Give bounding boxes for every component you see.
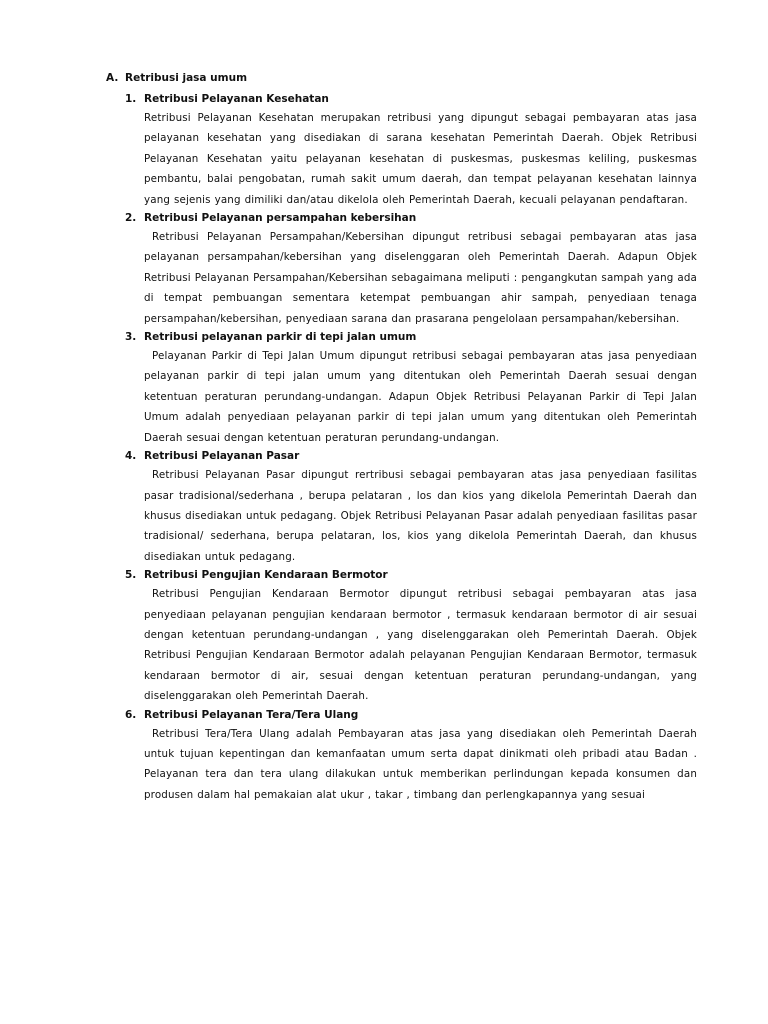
list-item — [125, 210, 697, 329]
list-item — [125, 567, 697, 706]
item-body: Retribusi Tera/Tera Ulang adalah Pembayaran atas jasa yang disediakan oleh Pemerintah Daerah untuk tujuan kepentingan dan kemanfaatan umum serta dapat dinikmati oleh pribadi atau Badan . Pelayanan tera dan tera ulang dilakukan untuk memberikan perlindungan kepada konsumen dan produsen dalam hal pemakaian alat ukur , takar , timbang dan perlengkapannya yang sesuai — [144, 727, 697, 801]
list-item — [125, 329, 697, 448]
item-title-text: Retribusi Pelayanan Kesehatan — [144, 93, 329, 105]
item-title — [125, 329, 697, 346]
item-title-text: Retribusi Pengujian Kendaraan Bermotor — [144, 569, 388, 582]
item-number: 5. — [125, 569, 137, 582]
item-body: Retribusi Pengujian Kendaraan Bermotor dipungut retribusi sebagai pembayaran atas jasa penyediaan pelayanan pengujian kendaraan bermotor , termasuk kendaraan bermotor di air sesuai dengan ketentuan perundang-undangan , yang diselenggarakan oleh Pemerintah Daerah. Objek Retribusi Pengujian Kendaraan Bermotor adalah pelayanan Pengujian Kendaraan Bermotor, termasuk kendaraan bermotor di air, sesuai dengan ketentuan peraturan perundang-undangan, yang diselenggarakan oleh Pemerintah Daerah. — [144, 588, 697, 703]
item-list — [125, 91, 697, 805]
item-title — [125, 448, 697, 465]
list-item — [125, 91, 697, 210]
section-letter: A. — [106, 72, 119, 84]
item-title-text: Retribusi Pelayanan Tera/Tera Ulang — [144, 708, 359, 721]
section-title: Retribusi jasa umum — [125, 72, 248, 84]
item-title-text: Retribusi Pelayanan persampahan kebersihan — [144, 212, 417, 225]
item-title-text: Retribusi pelayanan parkir di tepi jalan umum — [144, 331, 417, 344]
item-title-text: Retribusi Pelayanan Pasar — [144, 450, 300, 463]
item-number: 6. — [125, 708, 137, 721]
item-title — [125, 91, 697, 108]
item-number: 4. — [125, 450, 137, 463]
item-number: 1. — [125, 93, 137, 105]
item-number: 3. — [125, 331, 137, 344]
item-title — [125, 707, 697, 724]
item-number: 2. — [125, 212, 137, 225]
item-body: Pelayanan Parkir di Tepi Jalan Umum dipungut retribusi sebagai pembayaran atas jasa penyediaan pelayanan parkir di tepi jalan umum yang ditentukan oleh Pemerintah Daerah sesuai dengan ketentuan peraturan perundang-undangan. Adapun Objek Retribusi Pelayanan Parkir di Tepi Jalan Umum adalah penyediaan pelayanan parkir di tepi jalan umum yang ditentukan oleh Pemerintah Daerah sesuai dengan ketentuan peraturan perundang-undangan. — [144, 350, 697, 444]
list-item — [125, 448, 697, 567]
item-title — [125, 567, 697, 584]
item-body: Retribusi Pelayanan Persampahan/Kebersihan dipungut retribusi sebagai pembayaran atas jasa pelayanan persampahan/kebersihan yang diselenggaran oleh Pemerintah Daerah. Adapun Objek Retribusi Pelayanan Persampahan/Kebersihan sebagaimana meliputi : pengangkutan sampah yang ada di tempat pembuangan sementara ketempat pembuangan ahir sampah, penyediaan tenaga persampahan/kebersihan, penyediaan sarana dan prasarana pengelolaan persampahan/kebersihan. — [144, 231, 697, 325]
list-item — [125, 707, 697, 806]
section-heading — [106, 70, 247, 86]
item-body: Retribusi Pelayanan Kesehatan merupakan retribusi yang dipungut sebagai pembayaran atas jasa pelayanan kesehatan yang disediakan di sarana kesehatan Pemerintah Daerah. Objek Retribusi Pelayanan Kesehatan yaitu pelayanan kesehatan di puskesmas, puskesmas keliling, puskesmas pembantu, balai pengobatan, rumah sakit umum daerah, dan tempat pelayanan kesehatan lainnya yang sejenis yang dimiliki dan/atau dikelola oleh Pemerintah Daerah, kecuali pelayanan pendaftaran. — [144, 112, 697, 206]
item-title — [125, 210, 697, 227]
item-body: Retribusi Pelayanan Pasar dipungut rertribusi sebagai pembayaran atas jasa penyediaan fasilitas pasar tradisional/sederhana , berupa pelataran , los dan kios yang dikelola Pemerintah Daerah dan khusus disediakan untuk pedagang. Objek Retribusi Pelayanan Pasar adalah penyediaan fasilitas pasar tradisional/ sederhana, berupa pelataran, los, kios yang dikelola Pemerintah Daerah, dan khusus disediakan untuk pedagang. — [144, 469, 697, 563]
